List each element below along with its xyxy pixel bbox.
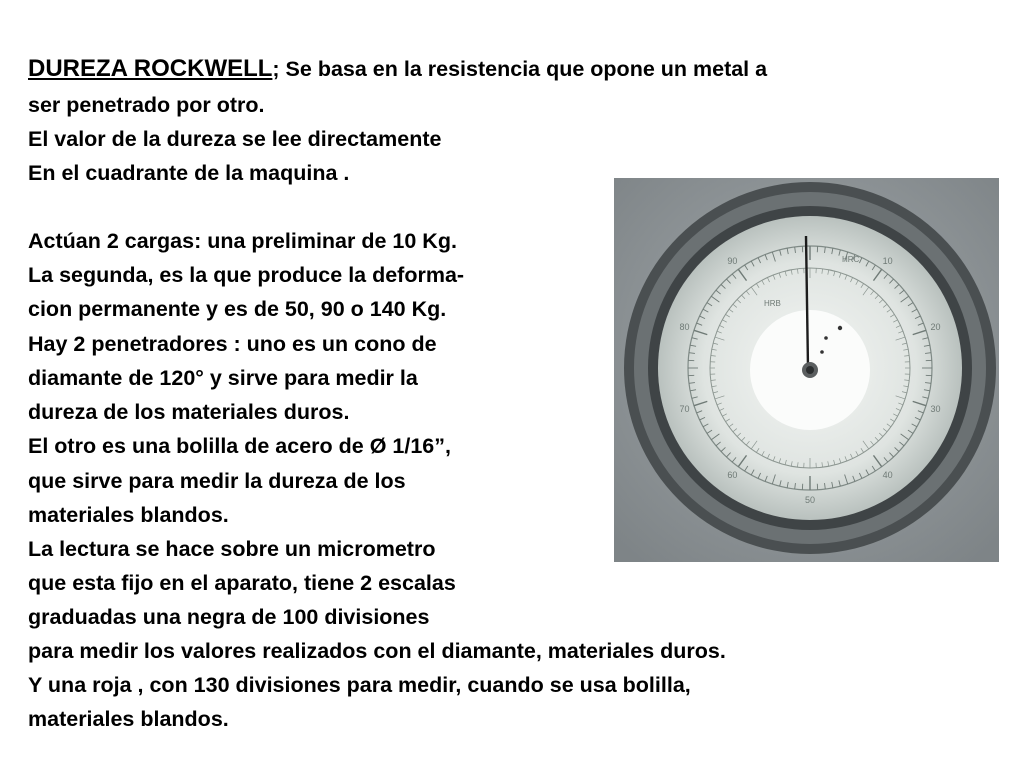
body-line: cion permanente y es de 50, 90 o 140 Kg.	[28, 297, 447, 321]
body-line: materiales blandos.	[28, 503, 229, 527]
body-line: Actúan 2 cargas: una preliminar de 10 Kg.	[28, 229, 457, 253]
body-line: El valor de la dureza se lee directamente	[28, 127, 442, 151]
scale-number: 80	[679, 322, 690, 333]
body-line: En el cuadrante de la maquina .	[28, 161, 350, 185]
body-line: diamante de 120° y sirve para medir la	[28, 366, 418, 390]
body-line: graduadas una negra de 100 divisiones	[28, 605, 430, 629]
scale-number: 30	[930, 403, 941, 414]
title-line	[28, 54, 767, 84]
scale-number: 10	[882, 256, 893, 267]
rockwell-dial-photo	[614, 178, 999, 562]
slide-title: DUREZA ROCKWELL	[28, 55, 273, 82]
body-line: ser penetrado por otro.	[28, 93, 265, 117]
body-line: que esta fijo en el aparato, tiene 2 escalas	[28, 571, 456, 595]
body-line: Y una roja , con 130 divisiones para medir, cuando se usa bolilla,	[28, 673, 691, 697]
scale-number: 50	[804, 495, 816, 505]
scale-b-label: HRB	[764, 299, 781, 308]
scale-number: 60	[727, 469, 738, 480]
body-line: materiales blandos.	[28, 707, 229, 731]
scale-number: 40	[882, 469, 893, 480]
body-line: El otro es una bolilla de acero de Ø 1/16”,	[28, 434, 451, 458]
body-line: dureza de los materiales duros.	[28, 400, 350, 424]
scale-c-label: HRC	[842, 255, 860, 264]
body-line: La lectura se hace sobre un micrometro	[28, 537, 436, 561]
body-line: Hay 2 penetradores : uno es un cono de	[28, 332, 437, 356]
scale-number: 90	[727, 256, 738, 267]
body-line: que sirve para medir la dureza de los	[28, 469, 406, 493]
title-continuation: ; Se basa en la resistencia que opone un metal a	[272, 57, 768, 81]
body-line: La segunda, es la que produce la deforma-	[28, 263, 465, 287]
dial-gauge-image	[614, 178, 999, 562]
scale-number: 70	[679, 403, 690, 414]
body-line: para medir los valores realizados con el diamante, materiales duros.	[28, 639, 726, 663]
scale-number: 20	[930, 322, 941, 333]
